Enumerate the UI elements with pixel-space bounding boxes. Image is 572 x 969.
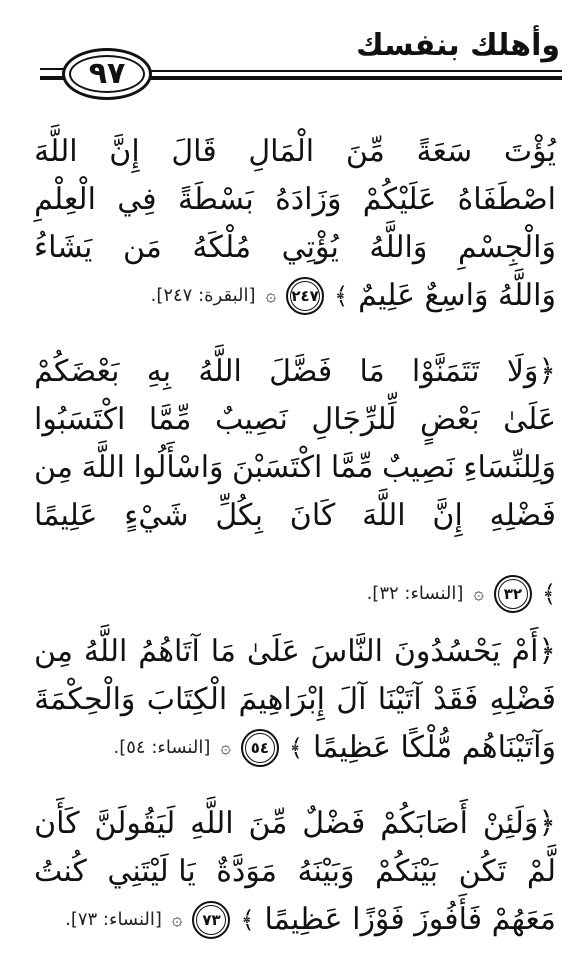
surah-reference: [النساء: ٣٢]. <box>366 583 464 604</box>
word: أَصَابَكُمْ <box>380 806 469 841</box>
closing-bracket: ﴾ <box>288 734 303 762</box>
ornament-icon: ۞ <box>265 285 277 306</box>
closing-bracket: ﴾ <box>334 282 349 310</box>
verse-line <box>34 396 556 444</box>
word: شَيْءٍ <box>124 498 189 533</box>
running-title: وأهلك بنفسك <box>356 28 560 63</box>
word: بَيْنَكُمْ <box>375 854 439 889</box>
ayah-number-medallion <box>286 277 324 315</box>
word: النَّاسَ <box>310 634 383 669</box>
word: اصْطَفَاهُ <box>457 182 556 217</box>
word: عَلِيمًا <box>34 498 98 533</box>
word: مِن <box>34 450 73 485</box>
word: فَضَّلَ <box>269 354 333 389</box>
ornament-icon: ۞ <box>473 583 484 604</box>
word: مِّمَّا <box>148 402 192 437</box>
verse-end-line <box>34 896 556 944</box>
verse-line <box>34 128 556 176</box>
word: مَا <box>210 634 236 669</box>
surah-reference: [البقرة: ٢٤٧]. <box>150 285 256 306</box>
verse-text: وَآتَيْنَاهُم مُّلْكًا عَظِيمًا <box>312 730 556 765</box>
verse-line <box>34 444 556 492</box>
word: فَقَدْ <box>433 682 479 717</box>
word: وَزَادَهُ <box>275 182 342 217</box>
word: يَا لَيْتَنِي <box>107 854 196 889</box>
ayah-number-medallion <box>241 729 279 767</box>
verse-line <box>34 848 556 896</box>
surah-reference: [النساء: ٧٣]. <box>65 909 162 930</box>
ornament-icon: ۞ <box>171 909 183 930</box>
word: وَبَيْنَهُ <box>297 854 355 889</box>
word: لَيَقُولَنَّ <box>94 806 176 841</box>
word: مُلْكَهُ <box>192 230 252 265</box>
word: بَعْضٍ <box>420 402 480 437</box>
word: عَلَيْكُمْ <box>362 182 437 217</box>
word: سَعَةً <box>416 134 473 169</box>
word: تَكُن <box>458 854 507 889</box>
word: اللَّهَ <box>362 498 406 533</box>
word: إِبْرَاهِيمَ <box>238 682 325 717</box>
word: ﴿أَمْ <box>511 634 556 669</box>
page-number: ٩٧ <box>88 56 126 91</box>
word: اللَّهُ <box>198 354 242 389</box>
word: مَن <box>122 230 162 265</box>
word: وَاسْأَلُوا <box>133 450 224 485</box>
word: الْمَالِ <box>248 134 315 169</box>
word: مِن <box>34 634 73 669</box>
word: لَّمْ <box>526 854 556 889</box>
surah-reference: [النساء: ٥٤]. <box>113 737 211 758</box>
page-number-badge <box>62 48 152 100</box>
word: ﴿وَلَئِنْ <box>482 806 556 841</box>
word: عَلَىٰ <box>503 402 556 437</box>
ayah-number-medallion <box>192 901 230 939</box>
word: تَتَمَنَّوْا <box>411 354 480 389</box>
word: فَضْلِهِ <box>489 682 556 717</box>
verse-text: وَاللَّهُ وَاسِعٌ عَلِيمٌ <box>358 278 556 313</box>
word: نَصِيبٌ <box>381 450 455 485</box>
word: بَسْطَةً <box>177 182 254 217</box>
word: فَضْلٌ <box>302 806 366 841</box>
ayah-number-medallion <box>494 575 532 613</box>
verse-line <box>34 224 556 272</box>
header-rule-left-thick <box>40 76 64 80</box>
word: كَانَ <box>289 498 336 533</box>
word: بَعْضَكُمْ <box>34 354 120 389</box>
word: الْكِتَابَ <box>146 682 228 717</box>
paragraph-2 <box>34 348 556 618</box>
word: كَأَن <box>34 806 80 841</box>
word: يَحْسُدُونَ <box>393 634 501 669</box>
verse-line <box>34 492 556 540</box>
verse-line <box>34 628 556 676</box>
word: مِّنَ <box>248 806 288 841</box>
word: وَاللَّهُ <box>369 230 428 265</box>
verse-line <box>34 800 556 848</box>
word: إِنَّ <box>109 134 140 169</box>
word: آلَ <box>336 682 367 717</box>
ayah-number: ٣٢ <box>498 579 528 609</box>
header-rule-right-thick <box>150 76 562 80</box>
word: اكْتَسَبُوا <box>34 402 126 437</box>
verse-text: مَعَهُمْ فَأَفُوزَ فَوْزًا عَظِيمًا <box>264 902 556 937</box>
word: إِنَّ <box>432 498 463 533</box>
ayah-number: ٥٤ <box>245 733 275 763</box>
verse-line <box>34 176 556 224</box>
word: فِي <box>117 182 157 217</box>
word: وَالْجِسْمِ <box>457 230 556 265</box>
word: آتَيْنَا <box>377 682 422 717</box>
verse-line <box>34 676 556 724</box>
word: وَلِلنِّسَاءِ <box>463 450 556 485</box>
word: اللَّهَ <box>81 450 125 485</box>
ayah-number: ٧٣ <box>196 905 226 935</box>
paragraph-3 <box>34 628 556 772</box>
word: اللَّهَ <box>34 134 78 169</box>
paragraph-1 <box>34 128 556 320</box>
paragraph-4 <box>34 800 556 944</box>
verse-end-line <box>34 570 556 618</box>
word: ﴿وَلَا <box>506 354 556 389</box>
word: اللَّهُ <box>83 634 128 669</box>
closing-bracket: ﴾ <box>541 580 556 608</box>
word: بِهِ <box>146 354 172 389</box>
verse-line <box>34 348 556 396</box>
ornament-icon: ۞ <box>220 737 231 758</box>
word: مِّمَّا <box>330 450 374 485</box>
closing-bracket: ﴾ <box>240 906 255 934</box>
word: مَا <box>359 354 385 389</box>
ayah-number: ٢٤٧ <box>290 281 320 311</box>
page-header <box>0 0 572 110</box>
word: مِّنَ <box>345 134 385 169</box>
word: آتَاهُمُ <box>138 634 200 669</box>
word: فَضْلِهِ <box>489 498 556 533</box>
word: نَصِيبٌ <box>214 402 288 437</box>
word: يُؤْتَ <box>503 134 556 169</box>
word: الْعِلْمِ <box>34 182 96 217</box>
word: يُؤْتِي <box>281 230 339 265</box>
word: قَالَ <box>171 134 217 169</box>
header-rule-left <box>40 68 64 70</box>
verse-end-line <box>34 724 556 772</box>
word: مَوَدَّةٌ <box>216 854 277 889</box>
word: اللَّهِ <box>190 806 234 841</box>
word: لِّلرِّجَالِ <box>311 402 397 437</box>
word: يَشَاءُ <box>34 230 93 265</box>
header-rule-right <box>150 70 562 72</box>
word: بِكُلِّ <box>215 498 263 533</box>
word: عَلَىٰ <box>246 634 300 669</box>
word: وَالْحِكْمَةَ <box>34 682 136 717</box>
verse-end-line <box>34 272 556 320</box>
word: اكْتَسَبْنَ <box>232 450 323 485</box>
word: كُنتُ <box>34 854 87 889</box>
